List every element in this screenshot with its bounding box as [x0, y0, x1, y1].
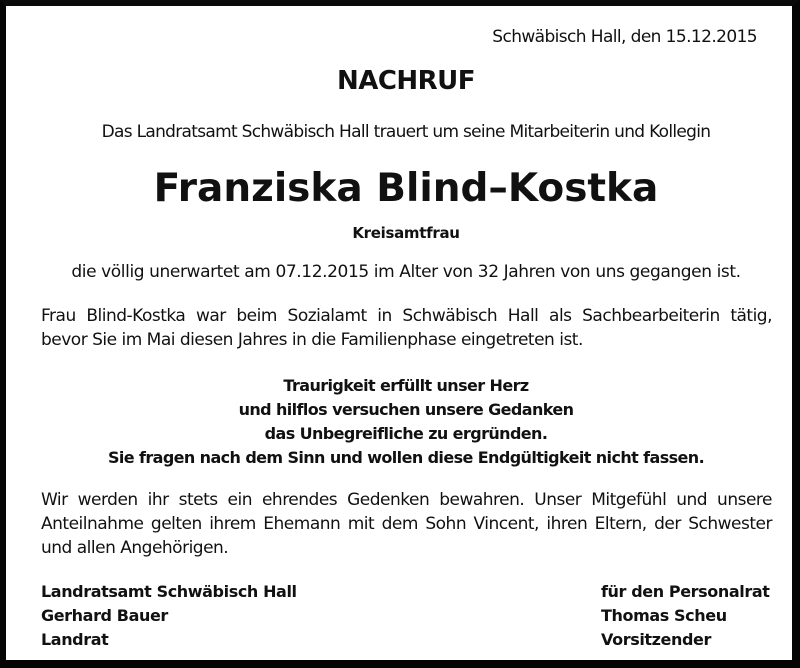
- paragraph-line: Frau Blind-Kostka war beim Sozialamt in Schwäbisch Hall als Sachbearbeiterin tätig,: [41, 306, 772, 326]
- career-paragraph: [41, 304, 772, 352]
- signature-organization: Landratsamt Schwäbisch Hall: [41, 582, 297, 601]
- verse-line: Traurigkeit erfüllt unser Herz: [283, 376, 529, 395]
- paragraph-line: und allen Angehörigen.: [41, 538, 229, 558]
- intro-text: Das Landratsamt Schwäbisch Hall trauert um seine Mitarbeiterin und Kollegin: [101, 122, 711, 142]
- verse-line: und hilflos versuchen unsere Gedanken: [238, 400, 574, 419]
- signature-person: Gerhard Bauer: [41, 606, 168, 625]
- condolence-verse: [6, 374, 800, 470]
- death-statement: die völlig unerwartet am 07.12.2015 im Alter von 32 Jahren von uns gegangen ist.: [71, 262, 741, 282]
- signature-landratsamt: [41, 580, 297, 652]
- verse-line: Sie fragen nach dem Sinn und wollen diese Endgültigkeit nicht fassen.: [107, 448, 705, 467]
- obituary-title: NACHRUF: [336, 66, 476, 96]
- signature-person: Thomas Scheu: [601, 606, 727, 625]
- verse-line: das Unbegreifliche zu ergründen.: [264, 424, 548, 443]
- signature-role: Vorsitzender: [601, 630, 711, 649]
- deceased-name: Franziska Blind–Kostka: [153, 166, 659, 211]
- job-title: Kreisamtfrau: [352, 224, 460, 242]
- paragraph-line: Wir werden ihr stets ein ehrendes Gedenken bewahren. Unser Mitgefühl und unsere: [41, 490, 772, 510]
- signature-personalrat: [601, 580, 769, 652]
- dateline: Schwäbisch Hall, den 15.12.2015: [492, 27, 757, 47]
- remembrance-paragraph: [41, 488, 772, 560]
- paragraph-line: bevor Sie im Mai diesen Jahres in die Familienphase eingetreten ist.: [41, 330, 583, 350]
- paragraph-line: Anteilnahme gelten ihrem Ehemann mit dem Sohn Vincent, ihren Eltern, der Schwester: [41, 514, 772, 534]
- signature-role: Landrat: [41, 630, 109, 649]
- signature-organization: für den Personalrat: [601, 582, 770, 601]
